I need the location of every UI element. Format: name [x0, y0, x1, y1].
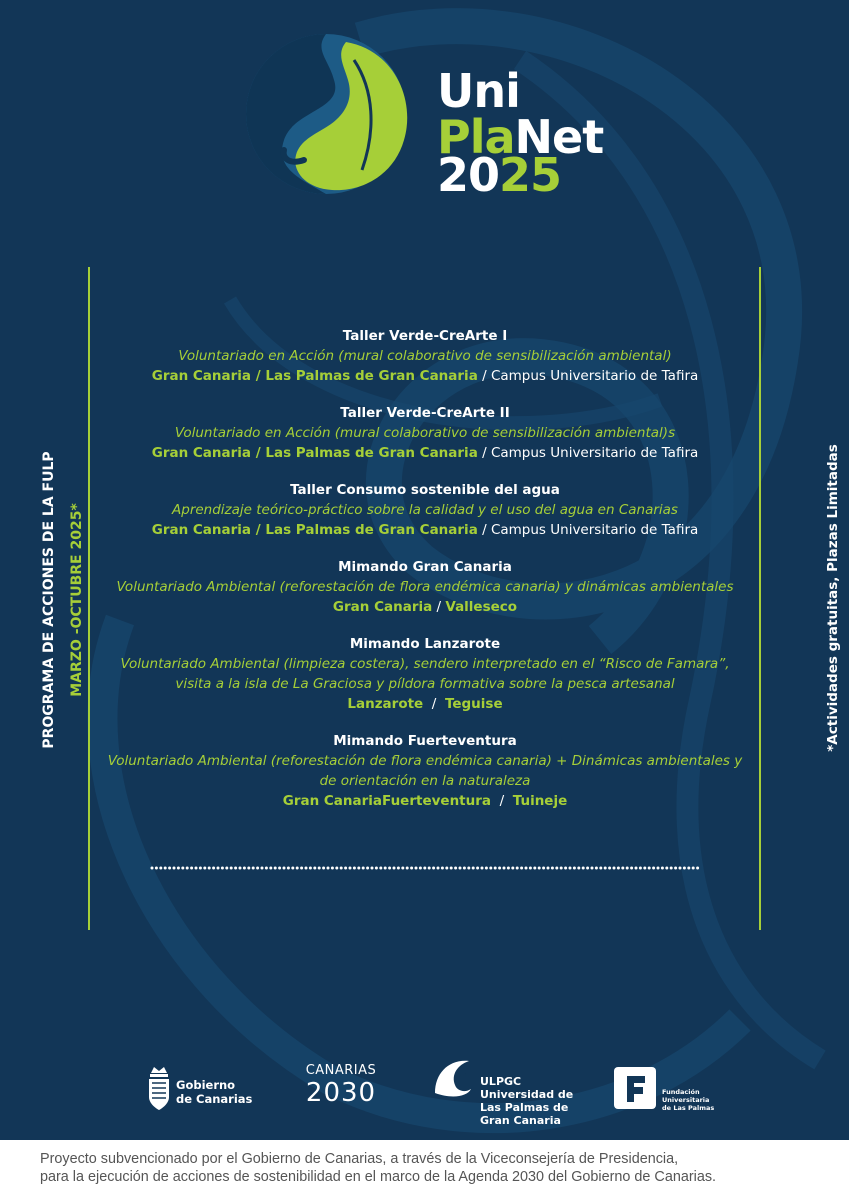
event-location-separator: / [432, 599, 446, 615]
divider-dot [613, 867, 616, 870]
divider-dot [547, 867, 550, 870]
divider-dot [683, 867, 686, 870]
gobierno-canarias-logo [146, 1063, 256, 1115]
divider-dot [322, 867, 325, 870]
divider-dot [652, 867, 655, 870]
events-list [95, 326, 755, 828]
uniplanet-leaf-logo [244, 30, 416, 198]
divider-dot [432, 867, 435, 870]
divider-dot [520, 867, 523, 870]
divider-dot [155, 867, 158, 870]
divider-dot [362, 867, 365, 870]
divider-dot [463, 867, 466, 870]
divider-dot [159, 867, 162, 870]
divider-dot [599, 867, 602, 870]
event-location [95, 443, 755, 463]
divider-dot [406, 867, 409, 870]
event-title: Mimando Lanzarote [349, 636, 501, 652]
divider-dot [507, 867, 510, 870]
divider-dot [305, 867, 308, 870]
divider-dot [639, 867, 642, 870]
divider-dot [366, 867, 369, 870]
divider-dot [564, 867, 567, 870]
event-item [95, 557, 755, 617]
event-location-separator: / [491, 793, 513, 809]
canarias-year: 2030 [305, 1078, 377, 1108]
event-location-main: Lanzarote [347, 696, 424, 712]
divider-dot [665, 867, 668, 870]
divider-dot [181, 867, 184, 870]
brand-line-3 [437, 148, 562, 202]
event-item [95, 403, 755, 463]
event-item [95, 634, 755, 714]
divider-dot [525, 867, 528, 870]
divider-dot [291, 867, 294, 870]
divider-dot [168, 867, 171, 870]
event-title: Taller Verde-CreArte I [342, 328, 508, 344]
divider-dot [423, 867, 426, 870]
event-title: Taller Verde-CreArte II [340, 405, 510, 421]
gobierno-line-2: de Canarias [176, 1092, 253, 1106]
divider-dot [569, 867, 572, 870]
divider-dot [331, 867, 334, 870]
divider-dot [459, 867, 462, 870]
divider-dot [309, 867, 312, 870]
brand-pla: Pla [437, 110, 515, 164]
event-location-separator: / [477, 522, 491, 538]
divider-dot [296, 867, 299, 870]
event-location [95, 597, 755, 617]
divider-dot [454, 867, 457, 870]
divider-dot [657, 867, 660, 870]
divider-dot [476, 867, 479, 870]
side-program-title: PROGRAMA DE ACCIONES DE LA FULP [41, 451, 57, 749]
divider-dot [516, 867, 519, 870]
divider-dot [573, 867, 576, 870]
divider-dot [247, 867, 250, 870]
divider-dot [643, 867, 646, 870]
event-description: Voluntariado Ambiental (reforestación de flora endémica canaria) y dinámicas ambientales [116, 579, 734, 595]
event-location-sub: Teguise [444, 696, 503, 712]
event-item [95, 326, 755, 386]
event-description: Voluntariado en Acción (mural colaborativo de sensibilización ambiental)s [174, 425, 676, 441]
divider-dot [533, 867, 536, 870]
event-description: visita a la isla de La Graciosa y píldora formativa sobre la pesca artesanal [175, 676, 675, 692]
event-location [95, 366, 755, 386]
divider-dot [467, 867, 470, 870]
divider-dot [428, 867, 431, 870]
caption-line-1: Proyecto subvencionado por el Gobierno de Canarias, a través de la Viceconsejería de Presidencia, [40, 1151, 679, 1167]
event-item [95, 731, 755, 811]
fulp-line-3: de Las Palmas [662, 1104, 715, 1112]
divider-dot [388, 867, 391, 870]
divider-dot [239, 867, 242, 870]
event-location [95, 520, 755, 540]
event-location-sub: Tuineje [512, 793, 568, 809]
event-description: de orientación en la naturaleza [319, 773, 531, 789]
event-location [95, 791, 755, 811]
divider-dot [164, 867, 167, 870]
fulp-text [662, 1088, 714, 1112]
divider-dot [195, 867, 198, 870]
divider-dot [529, 867, 532, 870]
divider-dot [696, 867, 699, 870]
dotted-divider [150, 864, 700, 872]
divider-dot [419, 867, 422, 870]
divider-dot [371, 867, 374, 870]
divider-dot [327, 867, 330, 870]
brand-year-20: 20 [437, 148, 500, 202]
divider-dot [393, 867, 396, 870]
divider-dot [300, 867, 303, 870]
divider-dot [577, 867, 580, 870]
left-vertical-rule [88, 267, 90, 930]
event-location-sub: Campus Universitario de Tafira [490, 522, 699, 538]
divider-dot [415, 867, 418, 870]
fulp-f-icon [613, 1066, 657, 1110]
divider-dot [661, 867, 664, 870]
divider-dot [256, 867, 259, 870]
divider-dot [542, 867, 545, 870]
side-program-dates: MARZO -OCTUBRE 2025* [69, 503, 85, 697]
divider-dot [243, 867, 246, 870]
divider-dot [626, 867, 629, 870]
brand-line-1 [437, 64, 520, 118]
divider-dot [217, 867, 220, 870]
divider-dot [551, 867, 554, 870]
event-location-sub: Campus Universitario de Tafira [490, 368, 699, 384]
divider-dot [674, 867, 677, 870]
divider-dot [555, 867, 558, 870]
event-description: Voluntariado Ambiental (reforestación de flora endémica canaria) + Dinámicas ambientales y [107, 753, 743, 769]
divider-dot [503, 867, 506, 870]
divider-dot [230, 867, 233, 870]
gobierno-text [176, 1078, 252, 1106]
divider-dot [274, 867, 277, 870]
divider-dot [485, 867, 488, 870]
event-description: Aprendizaje teórico-práctico sobre la calidad y el uso del agua en Canarias [172, 502, 678, 518]
event-title: Mimando Gran Canaria [338, 559, 512, 575]
divider-dot [511, 867, 514, 870]
divider-dot [234, 867, 237, 870]
divider-dot [340, 867, 343, 870]
divider-dot [397, 867, 400, 870]
caption-line-2: para la ejecución de acciones de sostenibilidad en el marco de la Agenda 2030 del Gobierno de Canarias. [40, 1169, 717, 1185]
divider-dot [670, 867, 673, 870]
divider-dot [472, 867, 475, 870]
event-location-separator: / [423, 696, 445, 712]
event-description: Voluntariado Ambiental (limpieza costera), sendero interpretado en el “Risco de Famara”, [120, 656, 730, 672]
divider-dot [648, 867, 651, 870]
divider-dot [278, 867, 281, 870]
divider-dot [283, 867, 286, 870]
event-item [95, 480, 755, 540]
ulpgc-line-4: Gran Canaria [480, 1114, 561, 1127]
divider-dot [450, 867, 453, 870]
divider-dot [203, 867, 206, 870]
divider-dot [591, 867, 594, 870]
ulpgc-line-3: Las Palmas de [480, 1101, 569, 1114]
divider-dot [190, 867, 193, 870]
divider-dot [269, 867, 272, 870]
divider-dot [344, 867, 347, 870]
divider-dot [212, 867, 215, 870]
fulp-line-1: Fundación [662, 1088, 700, 1096]
divider-dot [445, 867, 448, 870]
divider-dot [586, 867, 589, 870]
canarias-coat-of-arms-icon [146, 1063, 172, 1113]
event-location-main: Gran Canaria / Las Palmas de Gran Canaria [151, 445, 478, 461]
divider-dot [199, 867, 202, 870]
ulpgc-wave-icon [431, 1055, 475, 1099]
divider-dot [604, 867, 607, 870]
canarias-label: CANARIAS [305, 1063, 377, 1078]
divider-dot [635, 867, 638, 870]
ulpgc-logo [431, 1055, 581, 1127]
brand-net: Net [514, 110, 604, 164]
event-location-sub: Campus Universitario de Tafira [490, 445, 699, 461]
ulpgc-line-2: Universidad de [480, 1088, 574, 1101]
event-location-main: Gran Canaria [332, 599, 433, 615]
brand-uni: Uni [437, 64, 520, 118]
divider-dot [401, 867, 404, 870]
canarias-2030-logo [296, 1063, 386, 1115]
divider-dot [692, 867, 695, 870]
divider-dot [252, 867, 255, 870]
divider-dot [261, 867, 264, 870]
divider-dot [687, 867, 690, 870]
ulpgc-line-1: ULPGC [480, 1075, 522, 1088]
event-location [95, 694, 755, 714]
divider-dot [335, 867, 338, 870]
divider-dot [437, 867, 440, 870]
divider-dot [353, 867, 356, 870]
brand-year-25: 25 [499, 148, 562, 202]
divider-dot [630, 867, 633, 870]
divider-dot [313, 867, 316, 870]
ulpgc-text [480, 1075, 573, 1127]
divider-dot [384, 867, 387, 870]
divider-dot [560, 867, 563, 870]
divider-dot [208, 867, 211, 870]
divider-dot [151, 867, 154, 870]
event-title: Taller Consumo sostenible del agua [290, 482, 560, 498]
divider-dot [494, 867, 497, 870]
divider-dot [221, 867, 224, 870]
divider-dot [287, 867, 290, 870]
divider-dot [679, 867, 682, 870]
fulp-logo [613, 1066, 723, 1112]
divider-dot [582, 867, 585, 870]
divider-dot [608, 867, 611, 870]
divider-dot [349, 867, 352, 870]
divider-dot [186, 867, 189, 870]
divider-dot [173, 867, 176, 870]
divider-dot [375, 867, 378, 870]
event-title: Mimando Fuerteventura [333, 733, 517, 749]
divider-dot [489, 867, 492, 870]
gobierno-line-1: Gobierno [176, 1078, 236, 1092]
divider-dot [177, 867, 180, 870]
funding-caption [40, 1150, 840, 1186]
divider-dot [379, 867, 382, 870]
event-description: Voluntariado en Acción (mural colaborativo de sensibilización ambiental) [178, 348, 672, 364]
event-location-main: Gran Canaria / Las Palmas de Gran Canaria [151, 368, 478, 384]
divider-dot [498, 867, 501, 870]
divider-dot [441, 867, 444, 870]
divider-dot [225, 867, 228, 870]
event-location-sub: Valleseco [445, 599, 518, 615]
divider-dot [621, 867, 624, 870]
event-location-separator: / [477, 368, 491, 384]
right-vertical-rule [759, 267, 761, 930]
divider-dot [481, 867, 484, 870]
divider-dot [538, 867, 541, 870]
event-location-main: Gran Canaria / Las Palmas de Gran Canaria [151, 522, 478, 538]
divider-dot [357, 867, 360, 870]
divider-dot [265, 867, 268, 870]
divider-dot [410, 867, 413, 870]
side-free-activities-note: *Actividades gratuitas, Plazas Limitadas [825, 444, 841, 752]
divider-dot [318, 867, 321, 870]
fulp-line-2: Universitaria [662, 1096, 710, 1104]
event-location-main: Gran CanariaFuerteventura [282, 793, 492, 809]
divider-dot [617, 867, 620, 870]
event-location-separator: / [477, 445, 491, 461]
divider-dot [595, 867, 598, 870]
